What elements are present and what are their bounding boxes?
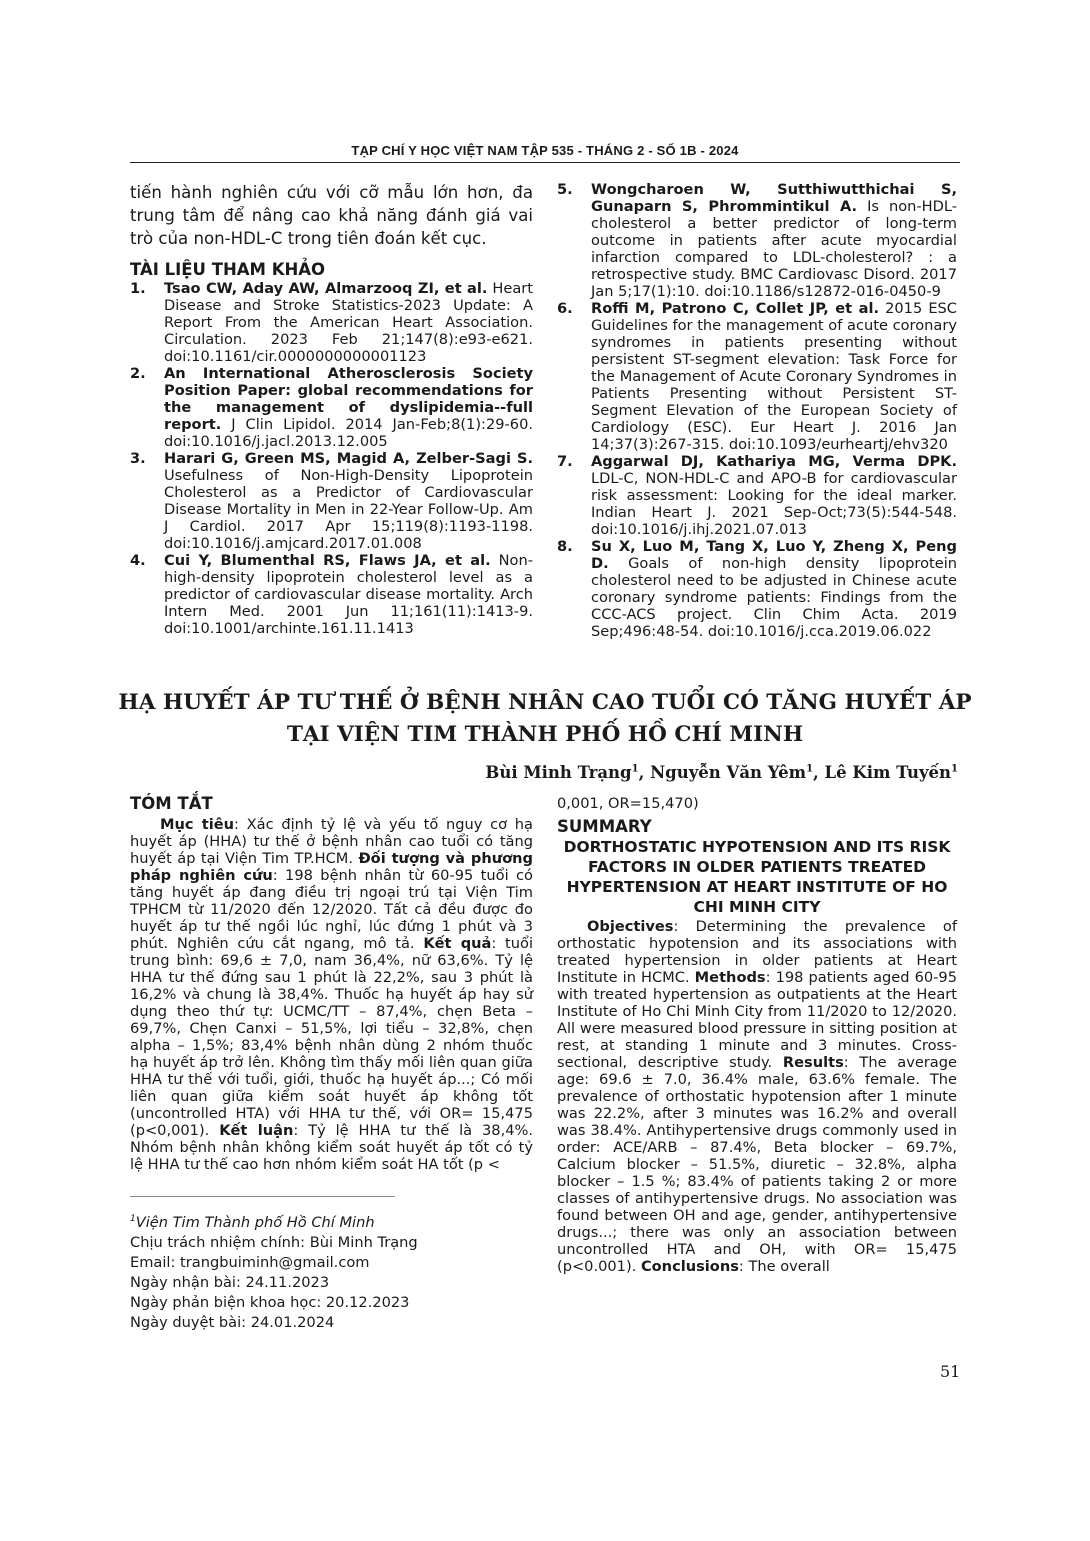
abstract-en [557, 795, 957, 1275]
ref-item: 2. An International Atherosclerosis Society Position Paper: global recommendations for the management of dyslipidemia--full report. J Clin Lipidol. 2014 Jan-Feb;8(1):29-60. doi:10.1016/j.jacl.2013.12.005 [130, 365, 533, 450]
ref-item: 3. Harari G, Green MS, Magid A, Zelber-Sagi S. Usefulness of Non-High-Density Lipoprotein Cholesterol as a Predictor of Cardiovascular Disease Mortality in Men in 22-Year Follow-Up. Am J Cardiol. 2017 Apr 15;119(8):1193-1198. doi:10.1016/j.amjcard.2017.01.008 [130, 450, 533, 552]
ref-item: 4. Cui Y, Blumenthal RS, Flaws JA, et al. Non-high-density lipoprotein cholesterol level as a predictor of cardiovascular disease mortality. Arch Intern Med. 2001 Jun 11;161(11):1413-9. doi:10.1001/archinte.161.11.1413 [130, 552, 533, 637]
tomtat-body: Mục tiêu: Xác định tỷ lệ và yếu tố nguy cơ hạ huyết áp (HHA) tư thế ở bệnh nhân cao tuổi có tăng huyết áp tại Viện Tim TP.HCM. Đối tượng và phương pháp nghiên cứu: 198 bệnh nhân từ 60-95 tuổi có tăng huyết áp đang điều trị ngoại trú tại Viện Tim TPHCM từ 11/2020 đến 12/2020. Tất cả đều được đo huyết áp tư thế ngồi lúc nghỉ, lúc đứng 1 phút và 3 phút. Nghiên cứu cắt ngang, mô tả. Kết quả: tuổi trung bình: 69,6 ± 7,0, nam 36,4%, nữ 63,6%. Tỷ lệ HHA tư thế đứng sau 1 phút là 22,2%, sau 3 phút là 16,2% và chung là 38,4%. Thuốc hạ huyết áp hay sử dụng theo thứ tự: UCMC/TT – 87,4%, chẹn Beta – 69,7%, Chẹn Canxi – 51,5%, lợi tiểu – 32,8%, chẹn alpha – 1,5%; 83,4% bệnh nhân dùng 2 nhóm thuốc hạ huyết áp trở lên. Không tìm thấy mối liên quan giữa HHA tư thế với tuổi, giới, thuốc hạ huyết áp...; Có mối liên quan giữa kiểm soát huyết áp không tốt (uncontrolled HTA) với HHA tư thế, với OR= 15,475 (p<0,001). Kết luận: Tỷ lệ HHA tư thế là 38,4%. Nhóm bệnh nhân không kiểm soát huyết áp tốt có tỷ lệ HHA tư thế cao hơn nhóm kiểm soát HA tốt (p < [130, 816, 534, 1173]
refs-heading: TÀI LIỆU THAM KHẢO [130, 260, 326, 279]
ref-item: 5. Wongcharoen W, Sutthiwutthichai S, Gunaparn S, Phrommintikul A. Is non-HDL-cholesterol a better predictor of long-term outcome in patients after acute myocardial infarction compared to LDL-cholesterol? : a retrospective study. BMC Cardiovasc Disord. 2017 Jan 5;17(1):10. doi:10.1186/s12872-016-0450-9 [557, 181, 957, 300]
tomtat-heading: TÓM TẮT [130, 794, 213, 813]
tomtat-body-continued: 0,001, OR=15,470) [557, 795, 699, 812]
footnote-line: Chịu trách nhiệm chính: Bùi Minh Trạng [130, 1233, 418, 1251]
author-list: Bùi Minh Trạng$^1$, Nguyễn Văn Yêm$^1$, Lê Kim Tuyến$^1$ [485, 763, 958, 782]
ref-item: 7. Aggarwal DJ, Kathariya MG, Verma DPK. LDL-C, NON-HDL-C and APO-B for cardiovascular risk assessment: Looking for the ideal marker. Indian Heart J. 2021 Sep-Oct;73(5):544-548. doi:10.1016/j.ihj.2021.07.013 [557, 453, 957, 538]
ref-item: 6. Roffi M, Patrono C, Collet JP, et al. 2015 ESC Guidelines for the management of acute coronary syndromes in patients presenting without persistent ST-segment elevation: Task Force for the Management of Acute Coronary Syndromes in Patients Presenting without Persistent ST-Segment Elevation of the European Society of Cardiology (ESC). Eur Heart J. 2016 Jan 14;37(3):267-315. doi:10.1093/eurheartj/ehv320 [557, 300, 957, 453]
refs-list-left [130, 280, 533, 637]
prev-closing-text: tiến hành nghiên cứu với cỡ mẫu lớn hơn, đa trung tâm để nâng cao khả năng đánh giá vai trò của non-HDL-C trong tiên đoán kết cục. [130, 183, 533, 248]
article-title-line2: TẠI VIỆN TIM THÀNH PHỐ HỒ CHÍ MINH [286, 722, 804, 747]
summary-body: Objectives: Determining the prevalence of orthostatic hypotension and its associations with treated hypertension in older patients at Heart Institute in HCMC. Methods: 198 patients aged 60-95 with treated hypertension as outpatients at the Heart Institute of Ho Chi Minh City from 11/2020 to 12/2020. All were measured blood pressure in sitting position at rest, at standing 1 minute and 3 minutes. Cross-sectional, descriptive study. Results: The average age: 69.6 ± 7.0, 36.4% male, 63.6% female. The prevalence of orthostatic hypotension after 1 minute was 22.2%, after 3 minutes was 16.2% and overall was 38.4%. Antihypertensive drugs commonly used in order: ACE/ARB – 87.4%, Beta blocker – 69.7%, Calcium blocker – 51.5%, diuretic – 32.8%, alpha blocker – 1.5 %; 83.4% of patients taking 2 or more classes of antihypertensive drugs. No association was found between OH and age, gender, antihypertensive drugs...; there was only an association between uncontrolled HTA and OH, with OR= 15,475 (p<0.001). Conclusions: The overall [557, 918, 957, 1275]
header-rule [130, 162, 960, 163]
article-title-line1: HẠ HUYẾT ÁP TƯ THẾ Ở BỆNH NHÂN CAO TUỔI CÓ TĂNG HUYẾT ÁP [118, 690, 972, 715]
footnote-line: Ngày phản biện khoa học: 20.12.2023 [130, 1293, 410, 1311]
summary-heading: SUMMARY [557, 817, 652, 836]
abstract-vi [130, 795, 533, 1173]
footnote-line: Ngày duyệt bài: 24.01.2024 [130, 1313, 335, 1331]
author-name: Lê Kim Tuyến [824, 763, 952, 782]
author-name: Bùi Minh Trạng [485, 763, 632, 782]
author-name: Nguyễn Văn Yêm [650, 763, 807, 782]
left-column-top [130, 181, 533, 637]
footnote-line: Ngày nhận bài: 24.11.2023 [130, 1273, 330, 1291]
footnote-affiliation: $^1$Viện Tim Thành phố Hồ Chí Minh [130, 1213, 375, 1231]
right-column-top [557, 181, 957, 640]
summary-title: DORTHOSTATIC HYPOTENSION AND ITS RISK FACTORS IN OLDER PATIENTS TREATED HYPERTENSION AT HEART INSTITUTE OF HO CHI MINH CITY [563, 838, 951, 916]
page-number: 51 [940, 1362, 961, 1381]
refs-list-right [557, 181, 957, 640]
article-title [100, 687, 990, 751]
footnote [130, 1209, 533, 1333]
tomtat-continuation-space [557, 795, 957, 812]
ref-item: 8. Su X, Luo M, Tang X, Luo Y, Zheng X, Peng D. Goals of non-high density lipoprotein cholesterol need to be adjusted in Chinese acute coronary syndrome patients: Findings from the CCC-ACS project. Clin Chim Acta. 2019 Sep;496:48-54. doi:10.1016/j.cca.2019.06.022 [557, 538, 957, 640]
footnote-line: Email: trangbuiminh@gmail.com [130, 1253, 370, 1271]
journal-header: TẠP CHÍ Y HỌC VIỆT NAM TẬP 535 - THÁNG 2 - SỐ 1B - 2024 [351, 143, 739, 158]
ref-item: 1. Tsao CW, Aday AW, Almarzooq ZI, et al. Heart Disease and Stroke Statistics-2023 Update: A Report From the American Heart Association. Circulation. 2023 Feb 21;147(8):e93-e621. doi:10.1161/cir.0000000000001123 [130, 280, 533, 365]
footnote-rule [130, 1196, 395, 1197]
